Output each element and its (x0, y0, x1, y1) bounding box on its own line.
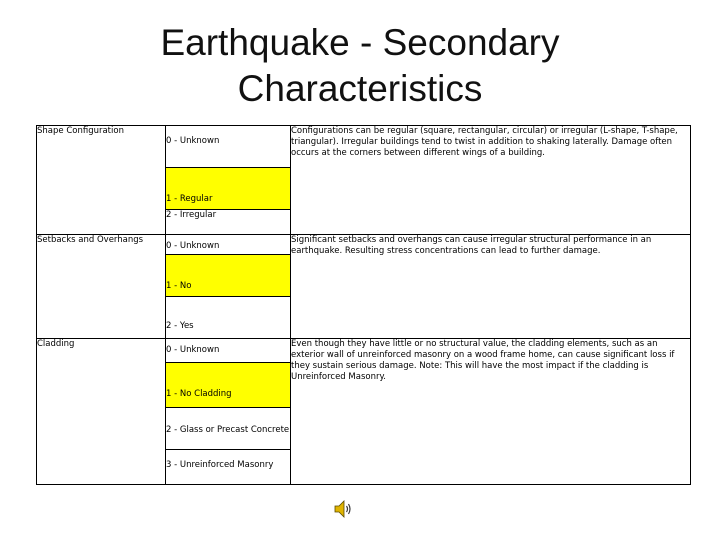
title-line-1: Earthquake - Secondary (160, 22, 560, 63)
option-cladding-unknown: 0 - Unknown (166, 339, 291, 363)
description-setbacks-overhangs: Significant setbacks and overhangs can cause irregular structural performance in an earthquake. Resulting stress concentrations can lead to further damage. (291, 235, 691, 339)
option-setbacks-unknown: 0 - Unknown (166, 235, 291, 255)
table-row (37, 339, 691, 363)
title-line-2: Characteristics (237, 68, 483, 109)
category-setbacks-overhangs: Setbacks and Overhangs (37, 235, 166, 339)
category-shape-configuration: Shape Configuration (37, 126, 166, 235)
option-setbacks-no: 1 - No (166, 255, 291, 297)
description-shape-configuration: Configurations can be regular (square, rectangular, circular) or irregular (L-shape, T-shape, triangular). Irregular buildings tend to twist in addition to shaking laterally. Damage often occurs at the corners between different wings of a building. (291, 126, 691, 235)
slide-title (0, 20, 720, 112)
option-setbacks-yes: 2 - Yes (166, 297, 291, 339)
category-cladding: Cladding (37, 339, 166, 485)
speaker-icon[interactable] (333, 498, 355, 520)
option-shape-regular: 1 - Regular (166, 168, 291, 210)
characteristics-table (36, 125, 691, 485)
option-cladding-no-cladding: 1 - No Cladding (166, 363, 291, 408)
table-row (37, 235, 691, 255)
option-cladding-unreinforced-masonry: 3 - Unreinforced Masonry (166, 450, 291, 485)
description-cladding: Even though they have little or no structural value, the cladding elements, such as an exterior wall of unreinforced masonry on a wood frame home, can cause significant loss if they sustain serious damage. Note: This will have the most impact if the cladding is Unreinforced Masonry. (291, 339, 691, 485)
option-cladding-glass-precast: 2 - Glass or Precast Concrete (166, 408, 291, 450)
option-shape-irregular: 2 - Irregular (166, 210, 291, 235)
option-shape-unknown: 0 - Unknown (166, 126, 291, 168)
table-row (37, 126, 691, 168)
